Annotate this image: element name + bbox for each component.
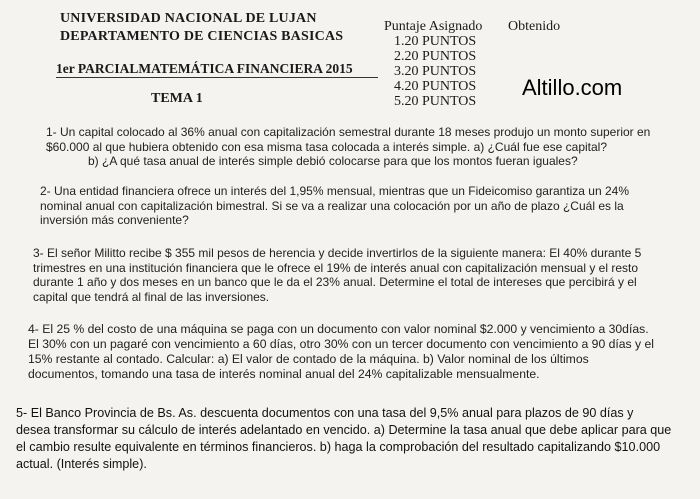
question-line: b) ¿A qué tasa anual de interés simple debió colocarse para que los montos fueran iguales? [88, 154, 578, 168]
exam-title-underline [56, 77, 378, 78]
question-line: $60.000 al que hubiera obtenido con esa misma tasa colocada a interés simple. a) ¿Cuál fue ese capital? [46, 139, 608, 154]
score-list [394, 34, 476, 109]
question-line: desea transformar su cálculo de interés adelantado en vencido. a) Determine la tasa anual que debe aplicar para que [16, 423, 672, 437]
question-line: trimestres en una institución financiera que le ofrece el 19% de interés anual con capitalización mensual y el resto [33, 260, 639, 275]
watermark: Altillo.com [522, 75, 623, 100]
university-name: UNIVERSIDAD NACIONAL DE LUJAN [60, 11, 317, 26]
question-line: El 30% con un pagaré con vencimiento a 60 días, otro 30% con un tercer documento con vencimiento a 90 días y el [28, 337, 655, 351]
assigned-score-header: Puntaje Asignado [384, 19, 483, 34]
question-1 [46, 125, 650, 169]
question-line: 4- El 25 % del costo de una máquina se paga con un documento con valor nominal $2.000 y vencimiento a 30días. [28, 322, 649, 336]
question-line: 15% restante al contado. Calcular: a) El valor de contado de la máquina. b) Valor nominal de los últimos [28, 352, 589, 366]
question-line: documentos, tomando una tasa de interés nominal anual del 24% capitalizable mensualmente. [28, 367, 540, 381]
score-item: 2.20 PUNTOS [394, 49, 477, 64]
question-line: nominal anual con capitalización bimestral. Si se va a realizar una colocación por un año de plazo ¿Cuál es la [40, 198, 624, 213]
score-item: 5.20 PUNTOS [394, 94, 477, 109]
exam-title: 1er PARCIALMATEMÁTICA FINANCIERA 2015 [56, 61, 353, 76]
question-5 [16, 405, 671, 473]
score-item: 1.20 PUNTOS [394, 34, 477, 49]
question-4 [28, 322, 654, 382]
score-item: 4.20 PUNTOS [394, 79, 477, 94]
tema-heading: TEMA 1 [151, 91, 203, 106]
department-name: DEPARTAMENTO DE CIENCIAS BASICAS [60, 29, 344, 44]
question-line: durante 1 año y dos meses en un banco que le da el 23% anual. Determine el total de intereses que percibirá y el [33, 275, 637, 289]
question-line: 5- El Banco Provincia de Bs. As. descuenta documentos con una tasa del 9,5% anual para plazos de 90 días y [16, 406, 634, 420]
question-line: actual. (Interés simple). [16, 457, 147, 471]
question-line: 3- El señor Militto recibe $ 355 mil pesos de herencia y decide invertirlos de la siguiente manera: El 40% durante 5 [33, 246, 642, 260]
question-line: 2- Una entidad financiera ofrece un interés del 1,95% mensual, mientras que un Fideicomiso garantiza un 24% [40, 184, 630, 198]
question-line: el cambio resulte equivalente en términos financieros. b) haga la comprobación del resultado capitalizando $10.000 [16, 440, 661, 454]
question-2 [40, 184, 629, 228]
question-3 [33, 246, 641, 304]
obtained-score-header: Obtenido [508, 19, 561, 34]
score-item: 3.20 PUNTOS [394, 64, 477, 79]
question-line: 1- Un capital colocado al 36% anual con capitalización semestral durante 18 meses produjo un monto superior en [46, 125, 651, 139]
question-line: inversión más conveniente? [40, 213, 189, 227]
question-line: capital que tendrá al final de las inversiones. [33, 289, 270, 304]
